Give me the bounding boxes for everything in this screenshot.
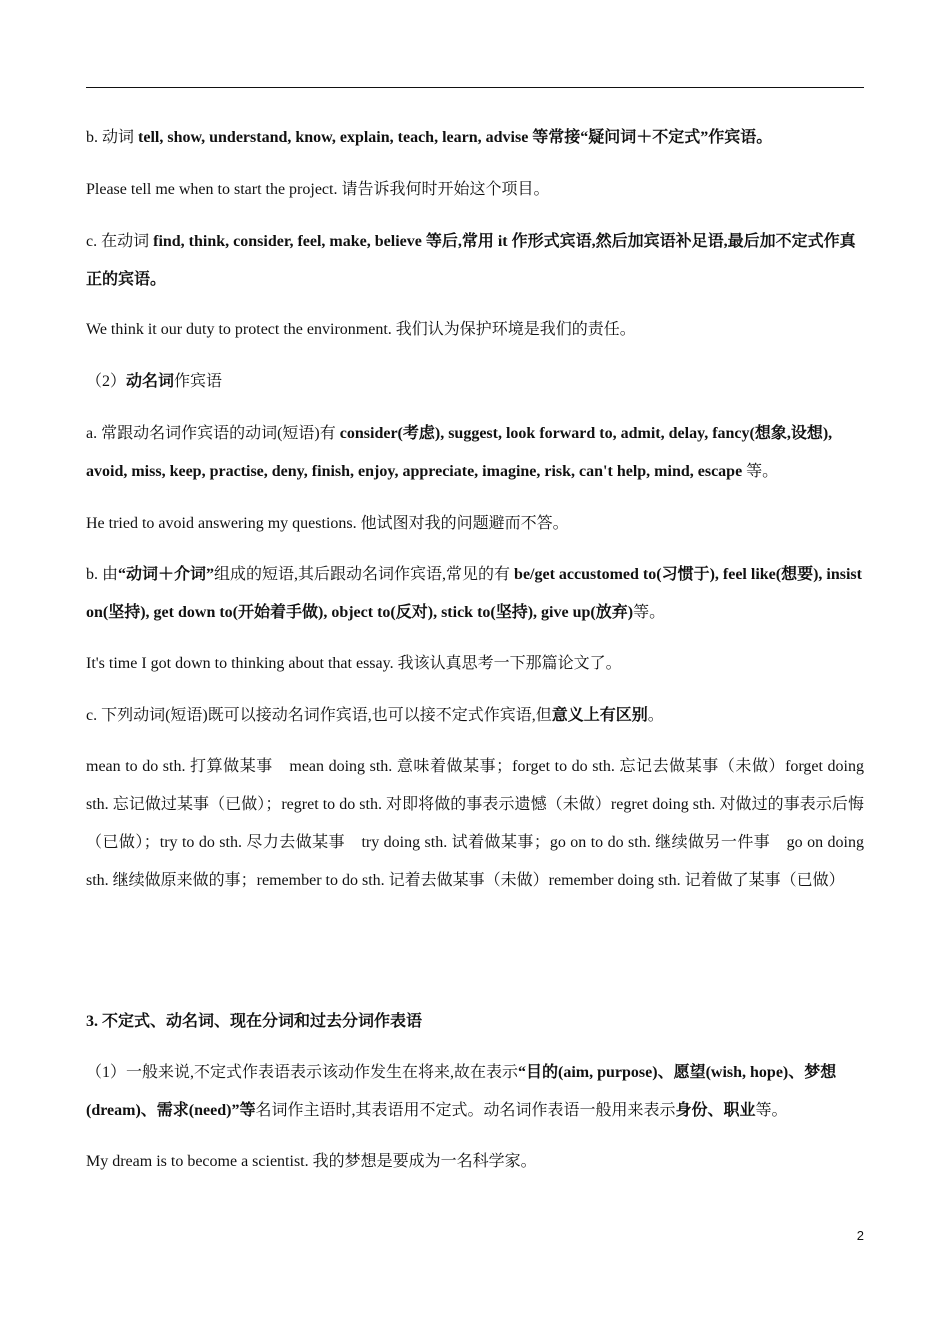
- example-sentence: He tried to avoid answering my questions. 他试图对我的问题避而不答。: [86, 515, 569, 532]
- paragraph-infinitive-predicative: （1）一般来说,不定式作表语表示该动作发生在将来,故在表示“目的(aim, purpose)、愿望(wish, hope)、梦想(dream)、需求(need)”等名词作主语时,其表语用不定式。动名词作表语一般用来表示身份、职业等。: [86, 1064, 837, 1119]
- example-sentence: Please tell me when to start the project. 请告诉我何时开始这个项目。: [86, 181, 550, 198]
- example-sentence: My dream is to become a scientist. 我的梦想是要成为一名科学家。: [86, 1153, 537, 1170]
- paragraph-gerund-verbs: a. 常跟动名词作宾语的动词(短语)有 consider(考虑), suggest, look forward to, admit, delay, fancy(想象,设想), avoid, miss, keep, practise, deny, finish, enjoy, appreciate, imagine, risk, can't help, mind, escape 等。: [86, 425, 833, 480]
- example-sentence: We think it our duty to protect the environment. 我们认为保护环境是我们的责任。: [86, 321, 636, 338]
- section-heading-predicative: 3. 不定式、动名词、现在分词和过去分词作表语: [86, 1013, 423, 1030]
- paragraph-formal-object-it: c. 在动词 find, think, consider, feel, make, believe 等后,常用 it 作形式宾语,然后加宾语补足语,最后加不定式作真正的宾语。: [86, 233, 856, 288]
- page-number: 2: [856, 1228, 864, 1243]
- paragraph-verb-pairs-list: mean to do sth. 打算做某事 mean doing sth. 意味着做某事；forget to do sth. 忘记去做某事（未做）forget doing sth. 忘记做过某事（已做）；regret to do sth. 对即将做的事表示遗憾（未做）regret doing sth. 对做过的事表示后悔（已做）；try to do sth. 尽力去做某事 try doing sth. 试着做某事；go on to do sth. 继续做另一件事 go on doing sth. 继续做原来做的事；remember to do sth. 记着去做某事（未做）remember doing sth. 记着做了某事（已做）: [86, 758, 864, 889]
- header-rule: [86, 87, 864, 88]
- example-sentence: It's time I got down to thinking about that essay. 我该认真思考一下那篇论文了。: [86, 655, 622, 672]
- paragraph-meaning-difference: c. 下列动词(短语)既可以接动名词作宾语,也可以接不定式作宾语,但意义上有区别。: [86, 707, 664, 724]
- paragraph-verb-preposition-phrases: b. 由“动词＋介词”组成的短语,其后跟动名词作宾语,常见的有 be/get accustomed to(习惯于), feel like(想要), insist on(坚持), get down to(开始着手做), object to(反对), stick to(坚持), give up(放弃)等。: [86, 566, 862, 621]
- paragraph-verbs-question-word-infinitive: b. 动词 tell, show, understand, know, explain, teach, learn, advise 等常接“疑问词＋不定式”作宾语。: [86, 129, 773, 146]
- subheading-gerund-object: （2）动名词作宾语: [86, 373, 223, 390]
